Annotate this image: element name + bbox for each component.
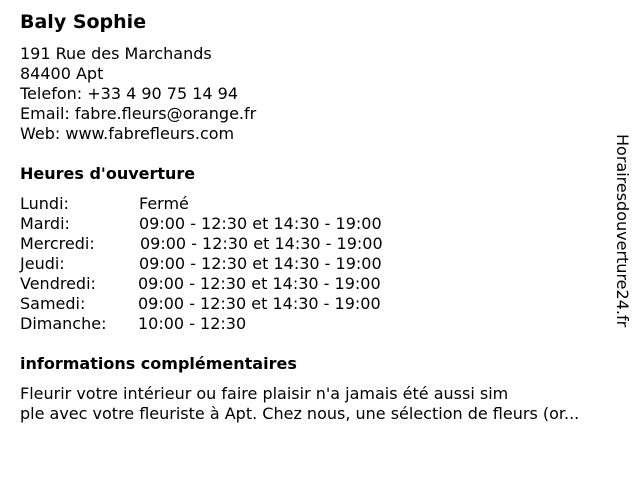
web-line: Web: www.fabrefleurs.com bbox=[20, 124, 235, 143]
time-value: 09:00 - 12:30 et 14:30 - 19:00 bbox=[138, 274, 381, 293]
day-label: Vendredi: bbox=[20, 274, 96, 293]
day-label: Jeudi: bbox=[20, 254, 65, 273]
time-value: 09:00 - 12:30 et 14:30 - 19:00 bbox=[140, 234, 383, 253]
email-line: Email: fabre.fleurs@orange.fr bbox=[20, 104, 257, 123]
time-value: 10:00 - 12:30 bbox=[138, 314, 247, 333]
day-label: Mardi: bbox=[20, 214, 70, 233]
time-value: 09:00 - 12:30 et 14:30 - 19:00 bbox=[139, 214, 382, 233]
info-description bbox=[20, 384, 579, 424]
day-label: Dimanche: bbox=[20, 314, 107, 333]
phone-line: Telefon: +33 4 90 75 14 94 bbox=[20, 84, 239, 103]
day-label: Mercredi: bbox=[20, 234, 95, 253]
info-line-2: ple avec votre fleuriste à Apt. Chez nous, une sélection de fleurs (or... bbox=[20, 404, 580, 423]
day-label: Samedi: bbox=[20, 294, 86, 313]
hours-heading: Heures d'ouverture bbox=[20, 164, 196, 183]
site-watermark-text: Horairesdouverture24.fr bbox=[613, 134, 632, 328]
info-line-1: Fleurir votre intérieur ou faire plaisir n'a jamais été aussi sim bbox=[20, 384, 509, 403]
contact-block bbox=[20, 44, 256, 144]
time-value: Fermé bbox=[139, 194, 189, 213]
site-watermark bbox=[612, 134, 632, 344]
time-value: 09:00 - 12:30 et 14:30 - 19:00 bbox=[138, 294, 381, 313]
address-line-street: 191 Rue des Marchands bbox=[20, 44, 212, 63]
info-heading: informations complémentaires bbox=[20, 354, 297, 373]
time-value: 09:00 - 12:30 et 14:30 - 19:00 bbox=[139, 254, 382, 273]
day-label: Lundi: bbox=[20, 194, 69, 213]
address-line-city: 84400 Apt bbox=[20, 64, 104, 83]
business-name: Baly Sophie bbox=[20, 11, 147, 33]
